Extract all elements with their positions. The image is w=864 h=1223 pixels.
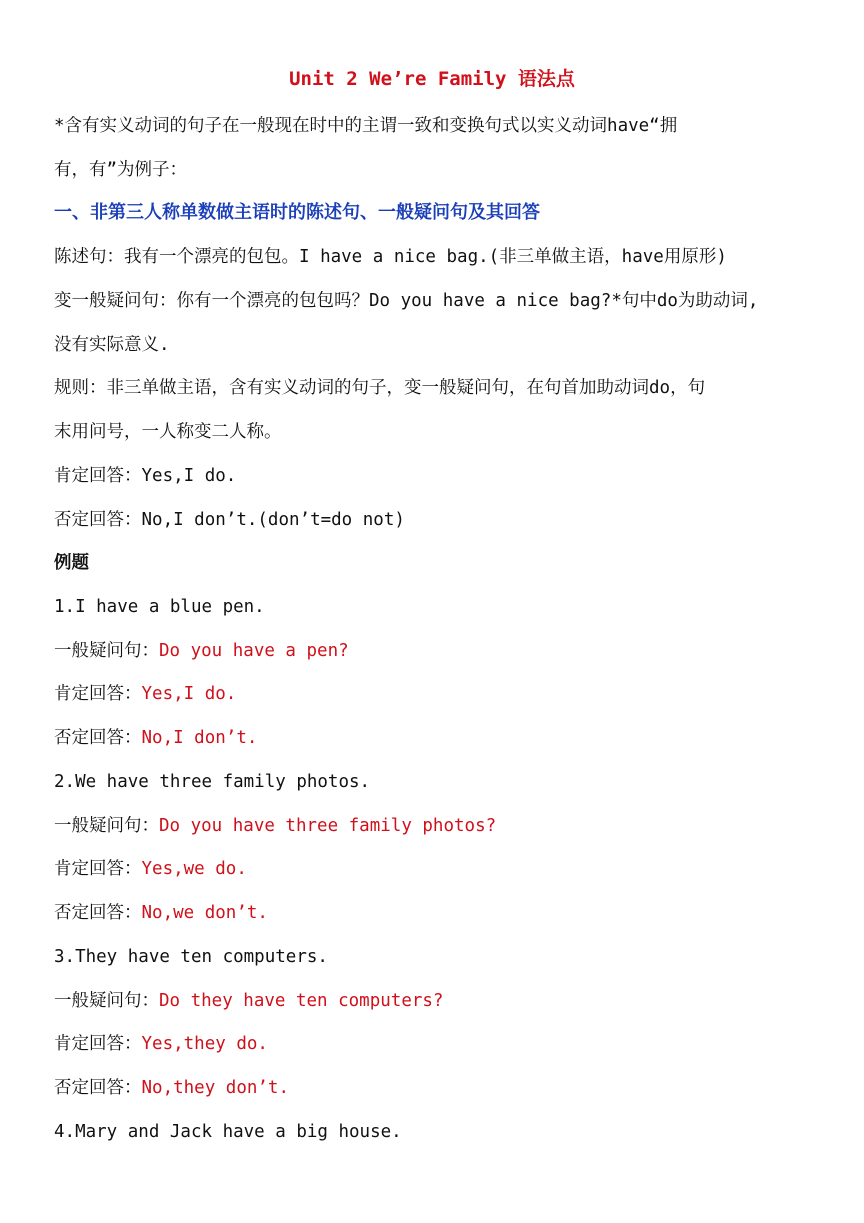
positive-answer: Yes,they do. bbox=[141, 1034, 268, 1054]
question-answer: Do they have ten computers? bbox=[159, 991, 444, 1011]
question-label: 一般疑问句： bbox=[54, 816, 159, 836]
negative-label: 否定回答： bbox=[54, 903, 142, 923]
example-negative bbox=[54, 726, 257, 750]
example-sentence: 1.I have a blue pen. bbox=[54, 597, 265, 617]
positive-answer: Yes,I do. bbox=[141, 684, 237, 704]
example-positive bbox=[54, 857, 247, 881]
example-sentence: 4.Mary and Jack have a big house. bbox=[54, 1122, 402, 1142]
example-sentence: 2.We have three family photos. bbox=[54, 772, 371, 792]
question-answer: Do you have three family photos? bbox=[159, 816, 497, 836]
negative-answer: No,they don’t. bbox=[141, 1078, 290, 1098]
example-question bbox=[54, 639, 349, 663]
question-answer: Do you have a pen? bbox=[159, 641, 349, 661]
question-label: 一般疑问句： bbox=[54, 641, 159, 661]
question-label: 一般疑问句： bbox=[54, 991, 159, 1011]
negative-answer: No,I don’t. bbox=[141, 728, 258, 748]
positive-label: 肯定回答： bbox=[54, 859, 142, 879]
positive-label: 肯定回答： bbox=[54, 684, 142, 704]
question-line-1: 变一般疑问句：你有一个漂亮的包包吗？Do you have a nice bag?*句中do为助动词, bbox=[54, 291, 759, 311]
negative-label: 否定回答： bbox=[54, 1078, 142, 1098]
example-sentence: 3.They have ten computers. bbox=[54, 947, 328, 967]
example-positive bbox=[54, 682, 236, 706]
positive-label: 肯定回答： bbox=[54, 1034, 142, 1054]
negative-answer: No,we don’t. bbox=[141, 903, 268, 923]
intro-line-1: *含有实义动词的句子在一般现在时中的主谓一致和变换句式以实义动词have“拥 bbox=[54, 116, 678, 136]
example-question bbox=[54, 814, 496, 838]
example-negative bbox=[54, 1076, 289, 1100]
positive-answer-line: 肯定回答：Yes,I do. bbox=[54, 466, 237, 486]
positive-answer: Yes,we do. bbox=[141, 859, 247, 879]
intro-line-2: 有，有”为例子： bbox=[54, 160, 188, 180]
examples-heading: 例题 bbox=[54, 553, 89, 573]
example-negative bbox=[54, 901, 268, 925]
negative-label: 否定回答： bbox=[54, 728, 142, 748]
example-positive bbox=[54, 1032, 268, 1056]
statement-line: 陈述句：我有一个漂亮的包包。I have a nice bag.(非三单做主语，have用原形) bbox=[54, 247, 727, 267]
rule-line-1: 规则：非三单做主语，含有实义动词的句子，变一般疑问句，在句首加助动词do，句 bbox=[54, 378, 706, 398]
document-title: Unit 2 We’re Family 语法点 bbox=[289, 68, 575, 90]
rule-line-2: 末用问号，一人称变二人称。 bbox=[54, 422, 282, 442]
question-line-2: 没有实际意义. bbox=[54, 335, 170, 355]
example-question bbox=[54, 989, 443, 1013]
negative-answer-line: 否定回答：No,I don’t.(don’t=do not) bbox=[54, 510, 405, 530]
section-heading: 一、非第三人称单数做主语时的陈述句、一般疑问句及其回答 bbox=[54, 202, 540, 223]
